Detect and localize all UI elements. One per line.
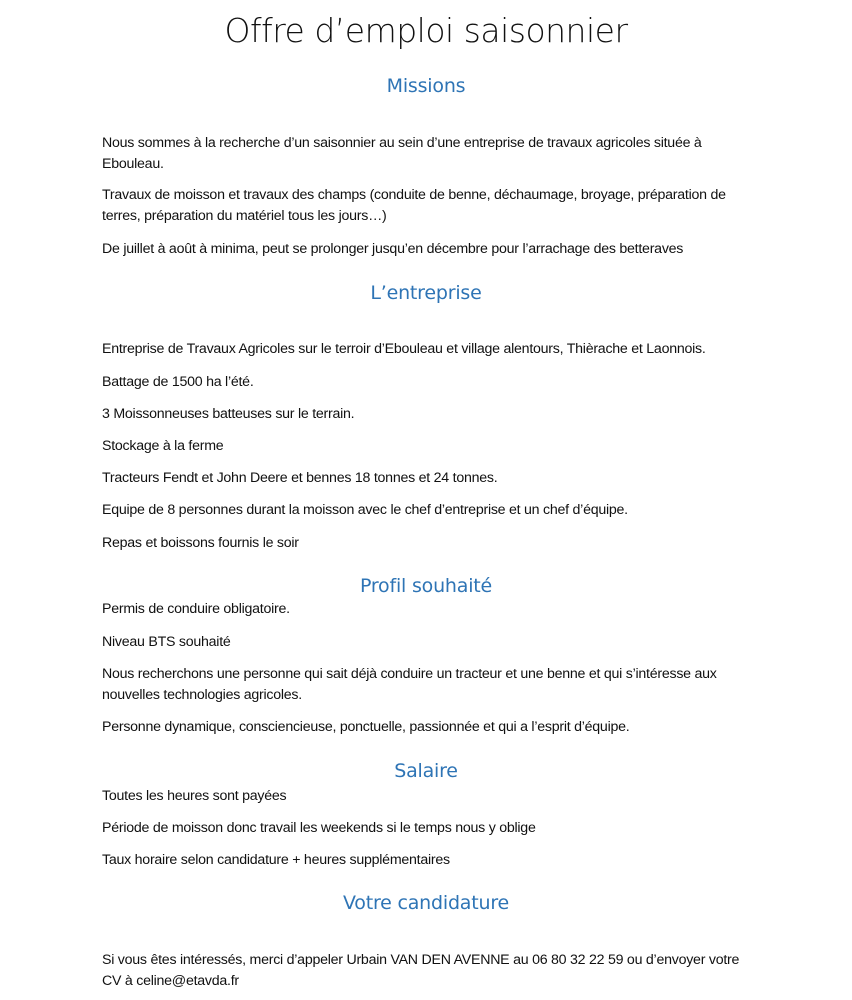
section-heading-missions: Missions — [386, 75, 466, 97]
paragraph: Tracteurs Fendt et John Deere et bennes 18 tonnes et 24 tonnes. — [102, 470, 498, 486]
paragraph: Stockage à la ferme — [102, 438, 224, 454]
section-heading-profil: Profil souhaité — [359, 575, 493, 597]
paragraph: Toutes les heures sont payées — [102, 788, 287, 804]
paragraph: Nous recherchons une personne qui sait déjà conduire un tracteur et une benne et qui s’intéresse aux nouvelles technologies agricoles. — [102, 666, 717, 703]
section-heading-entreprise: L’entreprise — [370, 282, 482, 304]
paragraph: Battage de 1500 ha l’été. — [102, 374, 254, 390]
paragraph: Taux horaire selon candidature + heures supplémentaires — [102, 852, 450, 868]
paragraph: 3 Moissonneuses batteuses sur le terrain. — [102, 406, 355, 422]
paragraph: Entreprise de Travaux Agricoles sur le terroir d’Ebouleau et village alentours, Thièrache et Laonnois. — [102, 341, 706, 357]
paragraph: Nous sommes à la recherche d’un saisonnier au sein d’une entreprise de travaux agricoles située à Ebouleau. — [102, 135, 702, 172]
paragraph: Equipe de 8 personnes durant la moisson avec le chef d’entreprise et un chef d’équipe. — [102, 502, 628, 518]
paragraph: Personne dynamique, consciencieuse, ponctuelle, passionnée et qui a l’esprit d’équipe. — [102, 719, 630, 735]
section-heading-candidature: Votre candidature — [342, 892, 510, 914]
paragraph-contact: Si vous êtes intéressés, merci d’appeler Urbain VAN DEN AVENNE au 06 80 32 22 59 ou d’envoyer votre CV à celine@etavda.fr — [102, 952, 740, 989]
paragraph: Période de moisson donc travail les weekends si le temps nous y oblige — [102, 820, 536, 836]
paragraph: Travaux de moisson et travaux des champs (conduite de benne, déchaumage, broyage, préparation de terres, préparation du matériel tous les jours…) — [102, 187, 726, 224]
paragraph: Niveau BTS souhaité — [102, 634, 231, 650]
page-title: Offre d’emploi saisonnier — [224, 11, 628, 50]
paragraph: Repas et boissons fournis le soir — [102, 535, 299, 551]
section-heading-salaire: Salaire — [394, 760, 458, 782]
paragraph: Permis de conduire obligatoire. — [102, 601, 290, 617]
paragraph: De juillet à août à minima, peut se prolonger jusqu’en décembre pour l’arrachage des betteraves — [102, 241, 684, 257]
